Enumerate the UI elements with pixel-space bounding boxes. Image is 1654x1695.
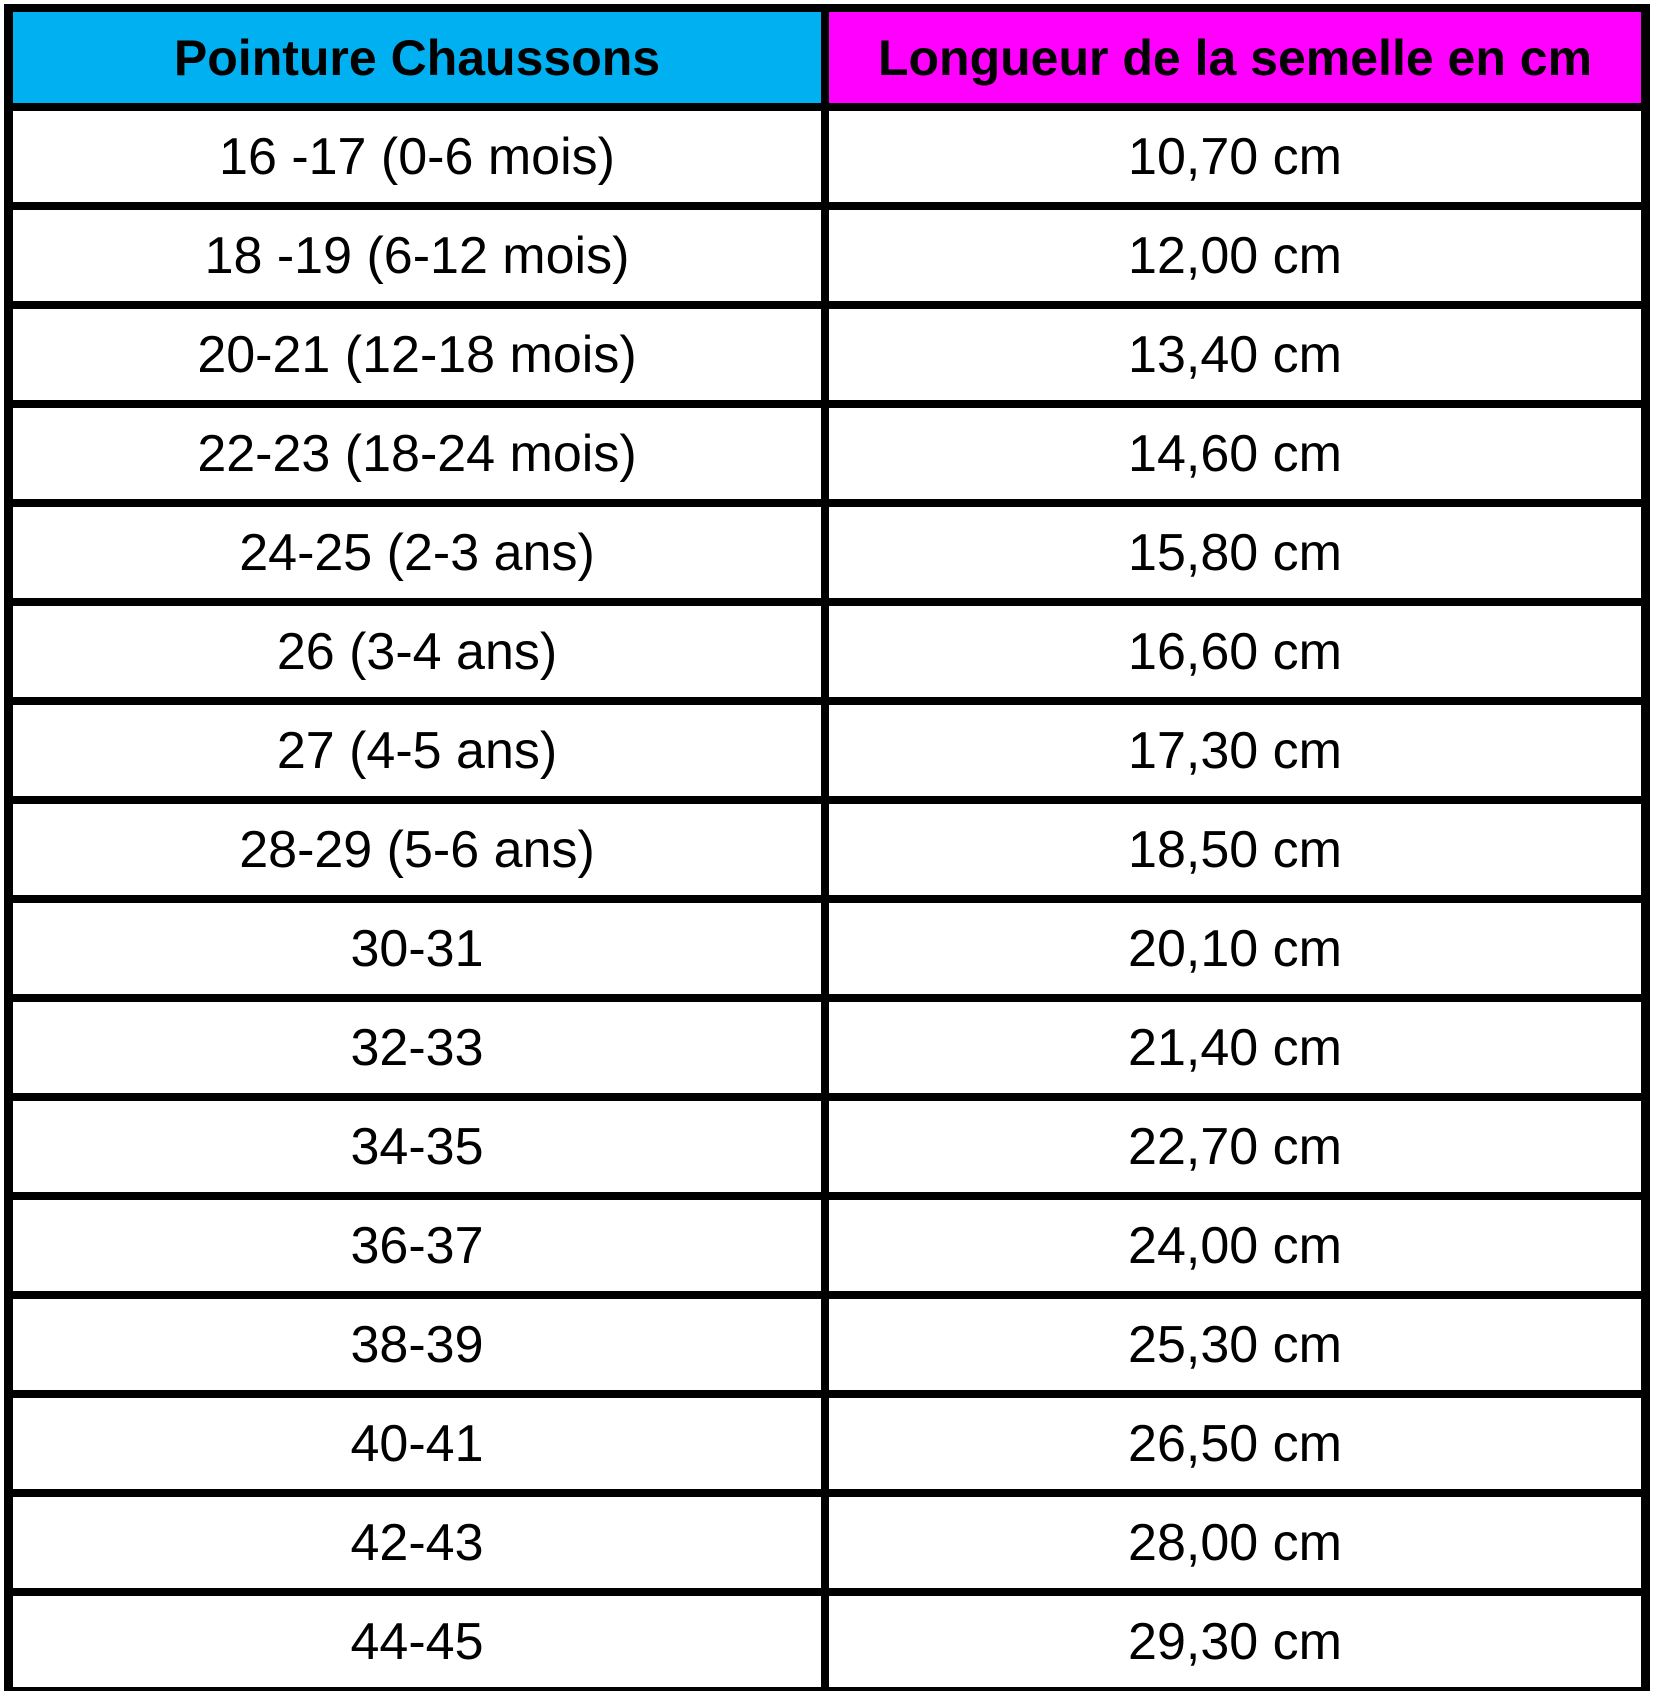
length-cell: 18,50 cm <box>829 804 1641 895</box>
length-cell: 25,30 cm <box>829 1299 1641 1390</box>
size-cell: 22-23 (18-24 mois) <box>13 408 821 499</box>
length-cell: 14,60 cm <box>829 408 1641 499</box>
size-cell: 38-39 <box>13 1299 821 1390</box>
length-cell: 13,40 cm <box>829 309 1641 400</box>
length-cell: 26,50 cm <box>829 1398 1641 1489</box>
length-cell: 17,30 cm <box>829 705 1641 796</box>
size-cell: 36-37 <box>13 1200 821 1291</box>
length-cell: 24,00 cm <box>829 1200 1641 1291</box>
size-cell: 30-31 <box>13 903 821 994</box>
size-cell: 44-45 <box>13 1596 821 1687</box>
size-cell: 32-33 <box>13 1002 821 1093</box>
length-cell: 22,70 cm <box>829 1101 1641 1192</box>
length-cell: 28,00 cm <box>829 1497 1641 1588</box>
size-cell: 27 (4-5 ans) <box>13 705 821 796</box>
size-cell: 18 -19 (6-12 mois) <box>13 210 821 301</box>
length-cell: 29,30 cm <box>829 1596 1641 1687</box>
header-sole-length: Longueur de la semelle en cm <box>829 12 1641 103</box>
size-cell: 20-21 (12-18 mois) <box>13 309 821 400</box>
size-cell: 42-43 <box>13 1497 821 1588</box>
length-cell: 15,80 cm <box>829 507 1641 598</box>
length-cell: 16,60 cm <box>829 606 1641 697</box>
length-cell: 12,00 cm <box>829 210 1641 301</box>
size-cell: 16 -17 (0-6 mois) <box>13 111 821 202</box>
length-cell: 21,40 cm <box>829 1002 1641 1093</box>
size-cell: 24-25 (2-3 ans) <box>13 507 821 598</box>
length-cell: 20,10 cm <box>829 903 1641 994</box>
size-chart-table <box>4 4 1650 1691</box>
size-cell: 26 (3-4 ans) <box>13 606 821 697</box>
length-cell: 10,70 cm <box>829 111 1641 202</box>
size-cell: 34-35 <box>13 1101 821 1192</box>
size-cell: 40-41 <box>13 1398 821 1489</box>
size-cell: 28-29 (5-6 ans) <box>13 804 821 895</box>
header-shoe-size: Pointure Chaussons <box>13 12 821 103</box>
